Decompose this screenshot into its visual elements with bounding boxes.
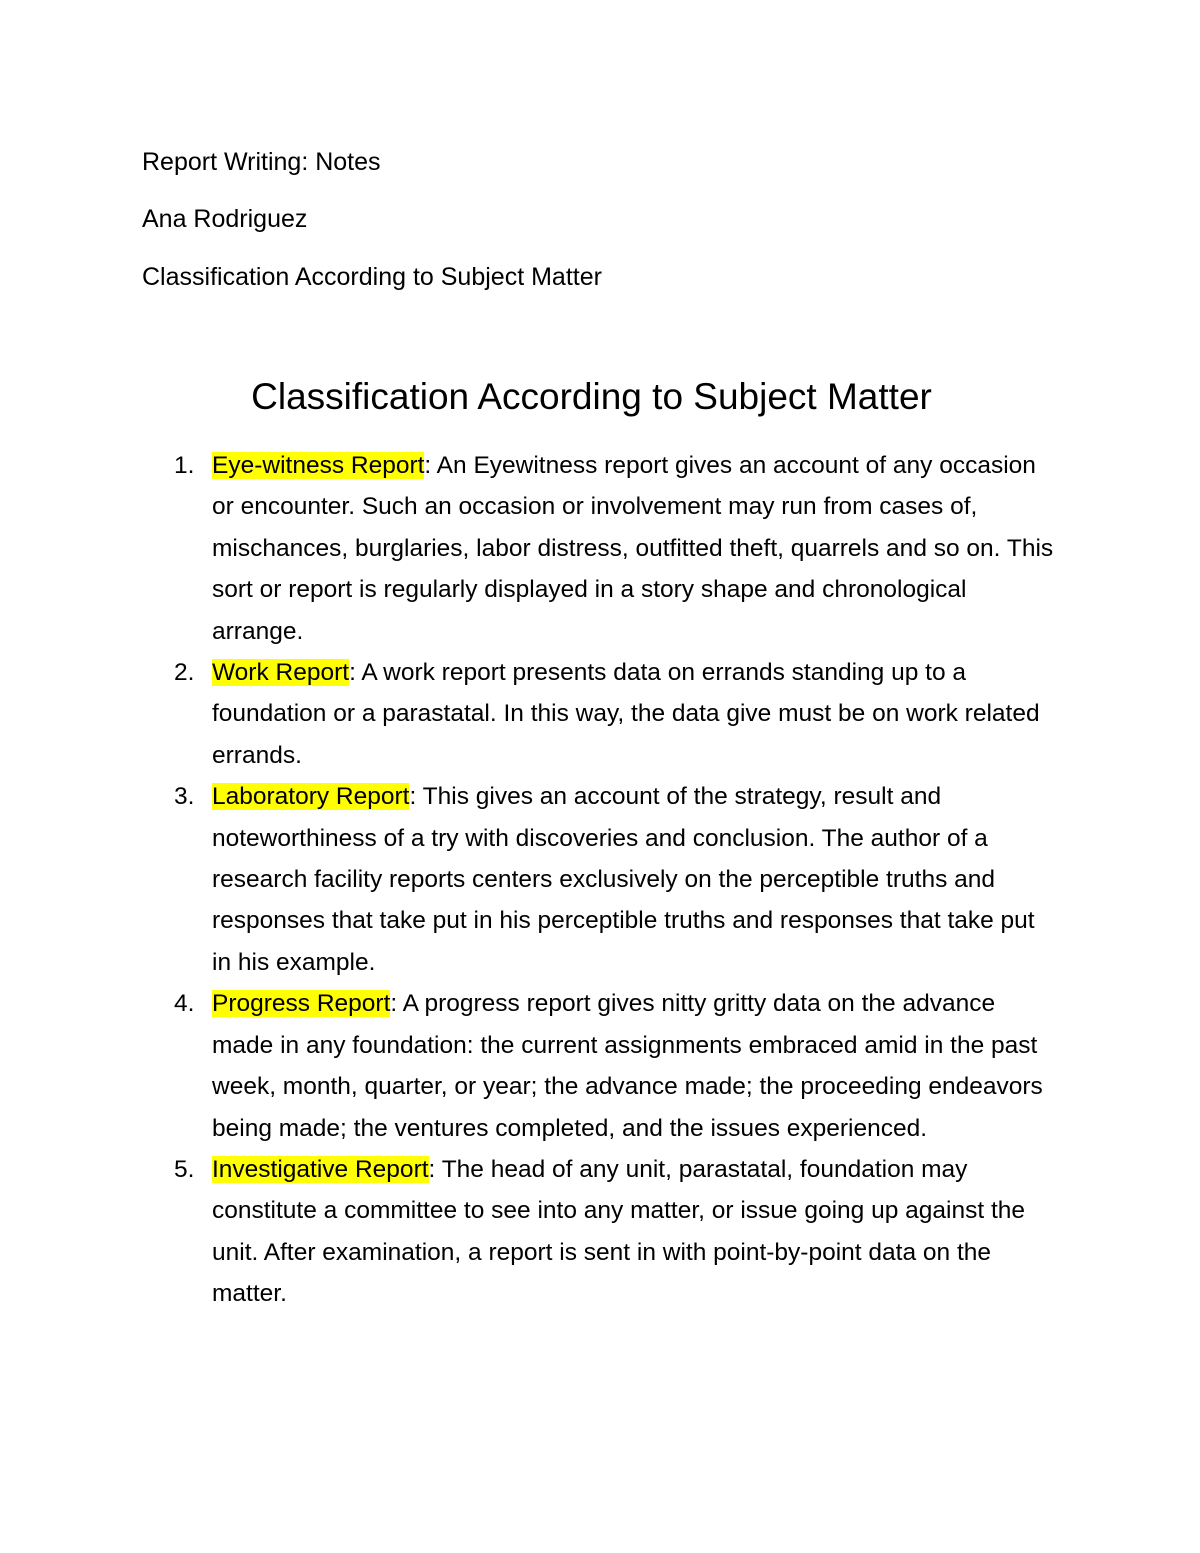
item-description: : A work report presents data on errands standing up to a foundation or a parastatal. In this way, the data give must be on work related errands.: [212, 659, 1040, 769]
item-number: 3.: [174, 783, 195, 811]
item-description: : A progress report gives nitty gritty data on the advance made in any foundation: the current assignments embraced amid in the past week, month, quarter, or year; the advance made; the proceeding endeavors being made; the ventures completed, and the issues experienced.: [212, 990, 1043, 1142]
list-item: [160, 445, 1060, 652]
highlighted-term: Eye-witness Report: [212, 452, 425, 479]
list-item: [160, 652, 1060, 776]
item-number: 4.: [174, 990, 195, 1018]
item-number: 1.: [174, 452, 195, 479]
item-description: : This gives an account of the strategy, result and noteworthiness of a try with discoveries and conclusion. The author of a research facility reports centers exclusively on the perceptible truths and responses that take put in his perceptible truths and responses that take put in his example.: [212, 783, 1035, 976]
highlighted-term: Work Report: [212, 659, 350, 687]
document-subtitle: Classification According to Subject Matter: [142, 263, 602, 291]
highlighted-term: Investigative Report: [212, 1155, 429, 1183]
highlighted-term: Progress Report: [212, 990, 391, 1018]
list-item: [160, 776, 1060, 983]
list-item: [160, 1149, 1060, 1315]
author-name: Ana Rodriguez: [142, 205, 308, 233]
section-heading: Classification According to Subject Matter: [251, 376, 932, 417]
item-description: : An Eyewitness report gives an account of any occasion or encounter. Such an occasion or involvement may run from cases of, mischances, burglaries, labor distress, outfitted theft, quarrels and so on. This sort or report is regularly displayed in a story shape and chronological arrange.: [212, 452, 1054, 645]
item-description: : The head of any unit, parastatal, foundation may constitute a committee to see into any matter, or issue going up against the unit. After examination, a report is sent in with point-by-point data on the matter.: [212, 1155, 1026, 1308]
list-item: [160, 983, 1060, 1149]
highlighted-term: Laboratory Report: [212, 783, 410, 811]
report-type-list: [160, 445, 1060, 1315]
item-number: 2.: [174, 659, 195, 687]
document-title: Report Writing: Notes: [142, 148, 381, 176]
item-number: 5.: [174, 1155, 195, 1183]
